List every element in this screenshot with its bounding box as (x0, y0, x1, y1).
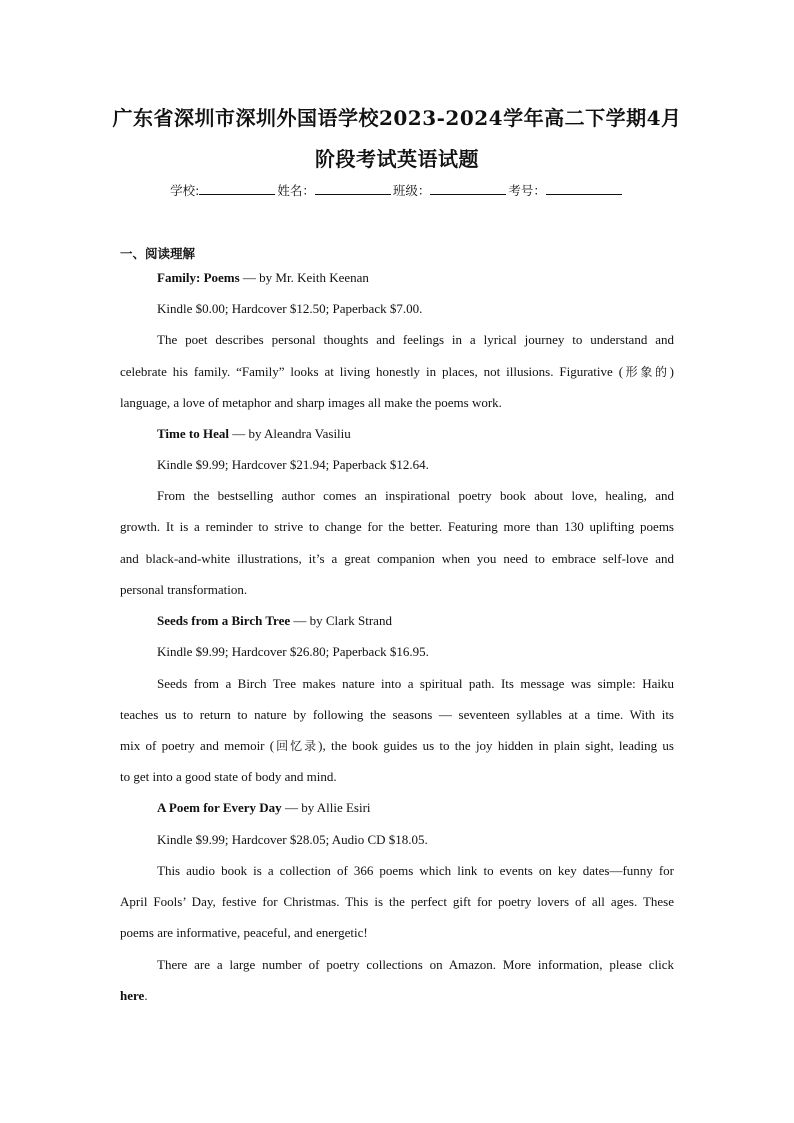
book-1-title: Family: Poems (157, 270, 240, 285)
book-2-author: — by Aleandra Vasiliu (228, 426, 351, 441)
book-3-author: — by Clark Strand (290, 613, 392, 628)
book-4-desc-line-1: This audio book is a collection of 366 poems which link to events on key dates—funny for (157, 863, 674, 878)
school-label: 学校: (170, 183, 200, 198)
here-link[interactable]: here (120, 988, 145, 1003)
school-blank[interactable] (199, 182, 275, 195)
book-1-desc-line-3: language, a love of metaphor and sharp images all make the poems work. (120, 395, 502, 410)
book-3-heading (157, 613, 674, 629)
book-2-desc-line-4: personal transformation. (120, 582, 248, 597)
book-2-desc-line-3: and black-and-white illustrations, it’s a great companion when you need to embrace self-love and (120, 551, 674, 566)
book-1-author: — by Mr. Keith Keenan (239, 270, 369, 285)
closing-line-2: here. (120, 988, 148, 1003)
book-2-prices: Kindle $9.99; Hardcover $21.94; Paperback $12.64. (157, 457, 429, 472)
book-2-desc-line-2: growth. It is a reminder to strive to change for the better. Featuring more than 130 uplifting poems (120, 519, 674, 534)
book-4-title: A Poem for Every Day (157, 800, 282, 815)
book-2-desc-line-1: From the bestselling author comes an inspirational poetry book about love, healing, and (157, 488, 674, 503)
class-label: 班级： (392, 183, 431, 198)
book-3-desc-line-4: to get into a good state of body and mind. (120, 769, 337, 784)
book-3-desc-line-1: Seeds from a Birch Tree makes nature into a spiritual path. Its message was simple: Haiku (157, 676, 674, 691)
exam-no-blank[interactable] (546, 182, 622, 195)
closing-line-1: There are a large number of poetry collections on Amazon. More information, please click (157, 957, 674, 972)
book-1-prices: Kindle $0.00; Hardcover $12.50; Paperback $7.00. (157, 301, 423, 316)
book-4-desc-line-2: April Fools’ Day, festive for Christmas. This is the perfect gift for poetry lovers of all ages. These (120, 894, 674, 909)
book-4-heading (157, 800, 674, 816)
book-2-title: Time to Heal (157, 426, 229, 441)
section-title: 一、阅读理解 (120, 246, 196, 261)
book-1-heading (157, 270, 674, 286)
student-info-line (0, 181, 794, 199)
book-4-author: — by Allie Esiri (281, 800, 371, 815)
title-line-2: 阶段考试英语试题 (315, 147, 479, 171)
book-3-title: Seeds from a Birch Tree (157, 613, 291, 628)
book-4-desc-line-3: poems are informative, peaceful, and energetic! (120, 925, 368, 940)
book-2-heading (157, 426, 674, 442)
book-3-desc-line-3: mix of poetry and memoir (回忆录), the book guides us to the joy hidden in plain sight, leading us (120, 738, 674, 753)
book-4-prices: Kindle $9.99; Hardcover $28.05; Audio CD $18.05. (157, 832, 428, 847)
title-line-1: 广东省深圳市深圳外国语学校2023-2024学年高二下学期4月 (112, 106, 682, 130)
name-blank[interactable] (315, 182, 391, 195)
name-label: 姓名： (277, 183, 315, 198)
book-3-prices: Kindle $9.99; Hardcover $26.80; Paperback $16.95. (157, 644, 429, 659)
book-1-desc-line-1: The poet describes personal thoughts and feelings in a lyrical journey to understand and (157, 332, 674, 347)
book-1-desc-line-2: celebrate his family. “Family” looks at living honestly in places, not illusions. Figurative (形象的) (120, 364, 674, 379)
book-3-desc-line-2: teaches us to return to nature by following the seasons — seventeen syllables at a time. With its (120, 707, 674, 722)
class-blank[interactable] (430, 182, 506, 195)
exam-no-label: 考号： (508, 183, 546, 198)
